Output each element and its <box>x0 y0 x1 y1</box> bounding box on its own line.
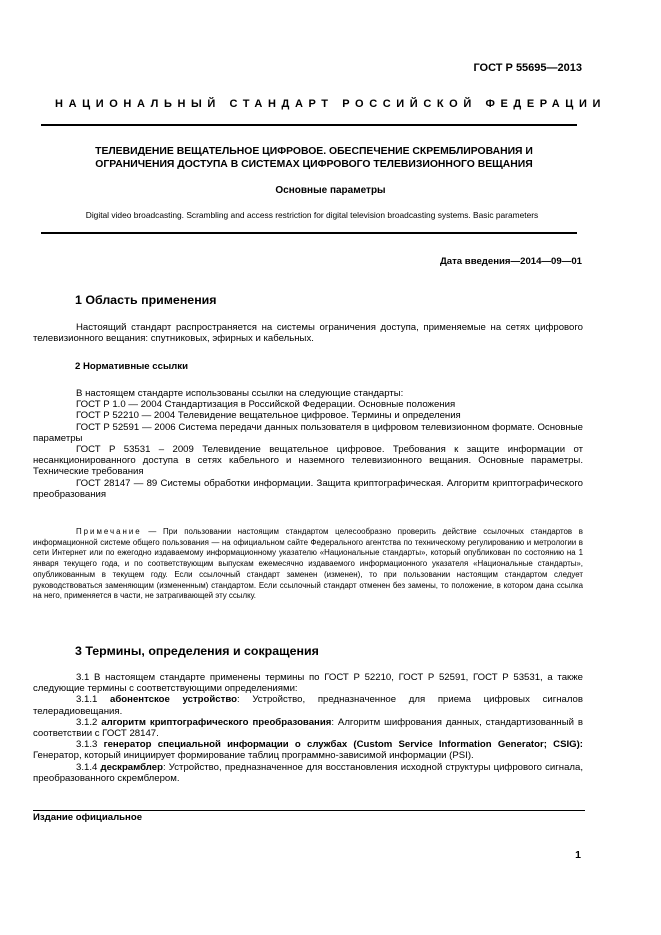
note-text: — При пользовании настоящим стандартом целесообразно проверить действие ссылочных стандартов в информационной системе общего пользования — на официальном сайте Федерального агентства по техническому регулированию и метрологии в сети Интернет или по ежегодно издаваемому информационному указателю «Национальные стандарты», который опубликован по состоянию на 1 января текущего года, и по соответствующим выпускам ежемесячно издаваемого информационного указателя «Национальные стандарты», опубликованным в текущем году. Если ссылочный стандарт заменен (изменен), то при пользовании настоящим стандартом следует руководствоваться заменяющим (измененным) стандартом. Если ссылочный стандарт отменен без замены, то положение, в котором дана ссылка на него, применяется в части, не затрагивающей эту ссылку. <box>33 527 583 601</box>
section-2-intro: В настоящем стандарте использованы ссылки на следующие стандарты: <box>76 388 404 399</box>
reference-item: ГОСТ Р 52591 — 2006 Система передачи данных пользователя в цифровом телевизионном формате. Основные параметры <box>33 421 583 444</box>
document-title <box>41 146 587 171</box>
term-name: дескрамблер <box>100 761 163 773</box>
term-name: генератор специальной информации о службах (Custom Service Information Generator; CSIG): <box>103 739 583 751</box>
note-block <box>33 527 583 602</box>
reference-item: ГОСТ Р 52210 — 2004 Телевидение вещательное цифровое. Термины и определения <box>76 410 461 422</box>
english-title: Digital video broadcasting. Scrambling and access restriction for digital television broadcasting systems. Basic parameters <box>85 210 539 220</box>
page-number: 1 <box>575 849 581 861</box>
reference-item: ГОСТ Р 1.0 — 2004 Стандартизация в Российской Федерации. Основные положения <box>76 399 456 411</box>
edition-label: Издание официальное <box>33 812 143 823</box>
term-item: 3.1.1 абонентское устройство: Устройство, предназначенное для приема цифровых сигналов телерадиовещания. <box>33 694 583 717</box>
section-3-heading: 3 Термины, определения и сокращения <box>75 644 319 658</box>
section-3-intro: 3.1 В настоящем стандарте применены термины по ГОСТ Р 52210, ГОСТ Р 52591, ГОСТ Р 53531, а также следующие термины с соответствующими определениями: <box>33 672 583 695</box>
term-item: 3.1.4 дескрамблер: Устройство, предназначенное для восстановления исходной структуры цифрового сигнала, преобразованного скремблером. <box>33 761 583 784</box>
term-name: абонентское устройство <box>110 694 237 706</box>
section-1-paragraph: Настоящий стандарт распространяется на системы ограничения доступа, применяемые на сетях цифрового телевизионного вещания: спутниковых, эфирных и кабельных. <box>33 322 583 345</box>
title-line-1: ТЕЛЕВИДЕНИЕ ВЕЩАТЕЛЬНОЕ ЦИФРОВОЕ. ОБЕСПЕЧЕНИЕ СКРЕМБЛИРОВАНИЯ И <box>95 146 533 157</box>
section-3-text <box>33 672 583 784</box>
document-subtitle: Основные параметры <box>275 185 386 196</box>
reference-item: ГОСТ 28147 — 89 Системы обработки информации. Защита криптографическая. Алгоритм криптографического преобразования <box>33 477 583 500</box>
title-divider <box>41 232 577 234</box>
section-2-heading: 2 Нормативные ссылки <box>75 361 188 372</box>
title-line-2: ОГРАНИЧЕНИЯ ДОСТУПА В СИСТЕМАХ ЦИФРОВОГО ТЕЛЕВИЗИОННОГО ВЕЩАНИЯ <box>95 158 533 170</box>
term-item: 3.1.2 алгоритм криптографического преобразования: Алгоритм шифрования данных, стандартизованный в соответствии с ГОСТ 28147. <box>33 716 583 740</box>
document-number: ГОСТ Р 55695—2013 <box>473 62 582 74</box>
national-standard-heading: НАЦИОНАЛЬНЫЙ СТАНДАРТ РОССИЙСКОЙ ФЕДЕРАЦИИ <box>55 98 606 110</box>
footer-divider <box>33 810 585 811</box>
section-1-text <box>33 322 583 344</box>
section-2-refs <box>33 388 583 500</box>
note-label: Примечание <box>76 527 142 536</box>
top-divider <box>41 124 577 126</box>
intro-date: Дата введения—2014—09—01 <box>439 256 582 267</box>
term-item: 3.1.3 генератор специальной информации о службах (Custom Service Information Generator; CSIG): Генератор, который инициирует формирование таблиц программно-зависимой информации (PSI). <box>33 739 583 762</box>
term-name: алгоритм криптографического преобразования <box>101 716 332 728</box>
section-1-heading: 1 Область применения <box>75 293 217 307</box>
reference-item: ГОСТ Р 53531 – 2009 Телевидение вещательное цифровое. Требования к защите информации от несанкционированного доступа в сетях кабельного и наземного телевизионного вещания. Основные параметры. Технические требования <box>33 444 583 478</box>
